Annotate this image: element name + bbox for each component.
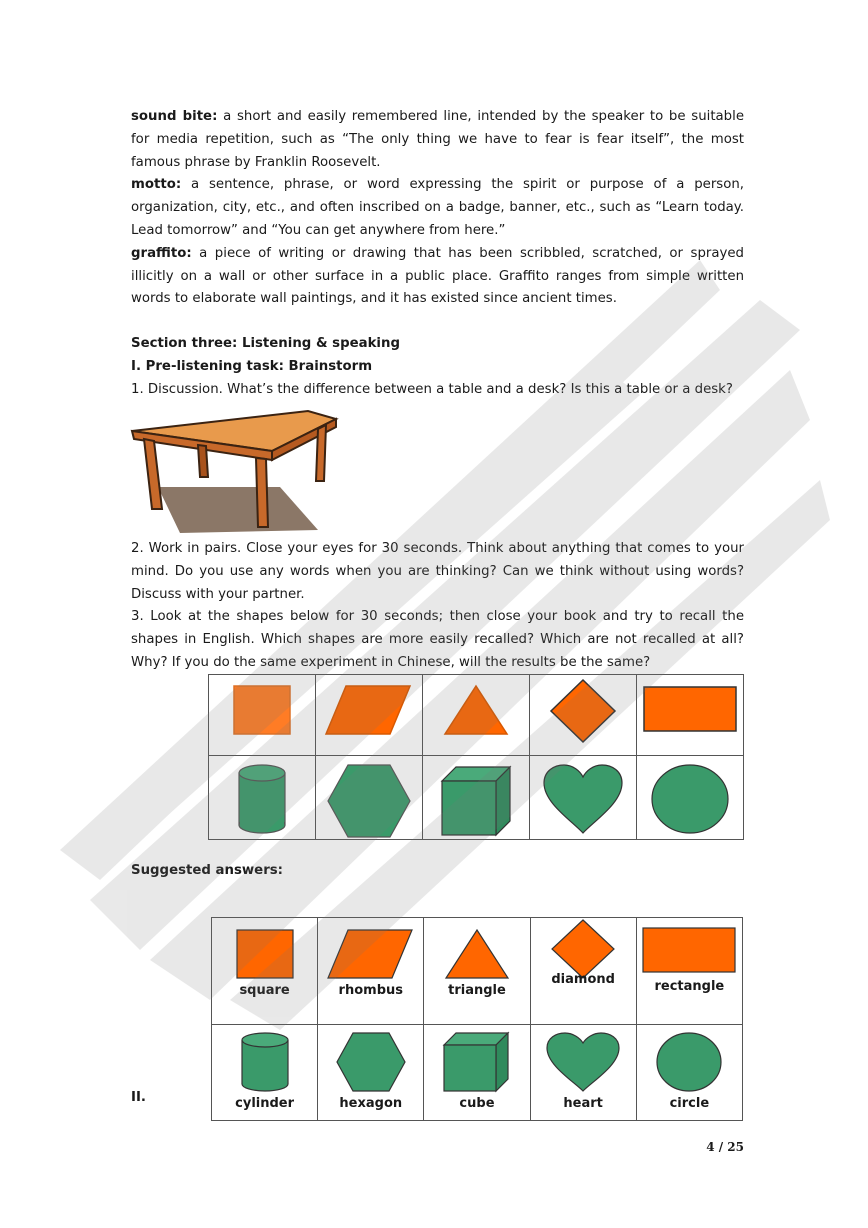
definition-term: sound bite: — [131, 109, 218, 124]
cylinder-icon — [234, 763, 290, 835]
question-2: 2. Work in pairs. Close your eyes for 30 seconds. Think about anything that comes to your mind. Do you use any words when you are thinking? Can we think without using words? Discuss with your partner. — [131, 541, 744, 602]
triangle-icon — [442, 928, 512, 980]
rectangle-icon — [641, 926, 737, 974]
suggested-answers-label: Suggested answers: — [131, 863, 283, 878]
circle-icon — [655, 1031, 723, 1093]
table-row — [212, 918, 743, 1025]
shape-label: diamond — [551, 972, 615, 987]
shape-label: cylinder — [235, 1096, 295, 1111]
definition-term: graffito: — [131, 245, 192, 261]
question-3: 3. Look at the shapes below for 30 seconds; then close your book and try to recall the shapes in English. Which shapes are more easily recalled? Which are not recalled at all? Why? If you do the same experiment in Chinese, will the results be the same? — [131, 609, 744, 670]
table-leg — [198, 445, 208, 477]
circle-icon — [650, 763, 730, 835]
shape-label: heart — [563, 1096, 603, 1111]
table-illustration — [130, 405, 340, 535]
heart-icon — [545, 1031, 621, 1093]
definition-term: motto: — [131, 177, 182, 193]
square-icon — [231, 682, 293, 738]
table-cell — [318, 1025, 424, 1121]
definition-motto — [131, 174, 744, 242]
table-row — [209, 756, 744, 840]
definition-text: a sentence, phrase, or word expressing the spirit or purpose of a person, organization, city, etc., and often inscribed on a badge, banner, etc., such as “Learn today. Lead tomorrow” and “You can get anywhere from here.” — [131, 177, 744, 238]
rhombus-icon — [324, 682, 414, 738]
definition-sound-bite — [131, 106, 744, 174]
table-leg — [144, 439, 162, 509]
table-row — [209, 675, 744, 756]
shape-label: hexagon — [339, 1096, 403, 1111]
rectangle-icon — [642, 685, 738, 735]
table-cell — [316, 756, 423, 840]
table-cell — [209, 675, 316, 756]
table-leg — [316, 425, 326, 481]
table-cell — [636, 918, 742, 1025]
shapes-table — [208, 674, 744, 840]
answers-table — [211, 917, 743, 1121]
table-cell — [530, 756, 637, 840]
table-shadow — [158, 487, 318, 533]
table-cell — [530, 918, 636, 1025]
shape-label: circle — [669, 1096, 710, 1111]
table-cell — [637, 675, 744, 756]
table-leg — [256, 458, 268, 527]
subsection-title: I. Pre-listening task: Brainstorm — [131, 358, 373, 374]
definition-text: a short and easily remembered line, intended by the speaker to be suitable for media repetition, such as “The only thing we have to fear is fear itself”, the most famous phrase by Franklin Roosevelt. — [131, 109, 744, 170]
diamond-icon — [548, 918, 618, 980]
table-cell — [209, 756, 316, 840]
table-cell — [423, 675, 530, 756]
table-cell — [530, 1025, 636, 1121]
heart-icon — [542, 763, 624, 835]
page-total: 25 — [727, 1140, 744, 1154]
rhombus-icon — [326, 928, 416, 980]
questions-block — [131, 538, 744, 675]
table-row — [212, 1025, 743, 1121]
triangle-icon — [441, 682, 511, 738]
page-number — [706, 1140, 744, 1154]
section-two-marker: II. — [131, 1090, 146, 1105]
table-cell — [424, 1025, 530, 1121]
page-separator: / — [714, 1140, 728, 1154]
table-cell — [636, 1025, 742, 1121]
section-three-block — [131, 333, 744, 401]
table-cell — [318, 918, 424, 1025]
shape-label: rectangle — [654, 979, 725, 994]
section-title: Section three: Listening & speaking — [131, 336, 400, 351]
table-cell — [212, 918, 318, 1025]
page-current: 4 — [706, 1140, 715, 1154]
table-cell — [637, 756, 744, 840]
table-cell — [316, 675, 423, 756]
definition-graffito — [131, 243, 744, 311]
table-cell — [530, 675, 637, 756]
definition-text: a piece of writing or drawing that has been scribbled, scratched, or sprayed illicitly on a wall or other surface in a public place. Graffito ranges from simple written words to elaborate wall paintings, and it has existed since ancient times. — [131, 245, 744, 307]
table-cell — [423, 756, 530, 840]
shape-label: square — [239, 983, 290, 998]
square-icon — [235, 928, 295, 980]
shape-label: rhombus — [338, 983, 403, 998]
hexagon-icon — [335, 1031, 407, 1093]
table-cell — [424, 918, 530, 1025]
cube-icon — [438, 763, 514, 839]
table-cell — [212, 1025, 318, 1121]
diamond-icon — [548, 678, 618, 744]
shape-label: triangle — [448, 983, 506, 998]
shape-label: cube — [459, 1096, 495, 1111]
question-1: 1. Discussion. What’s the difference between a table and a desk? Is this a table or a desk? — [131, 381, 733, 397]
cube-icon — [442, 1031, 512, 1093]
definitions-block — [131, 106, 744, 311]
cylinder-icon — [237, 1031, 293, 1093]
hexagon-icon — [326, 763, 412, 839]
